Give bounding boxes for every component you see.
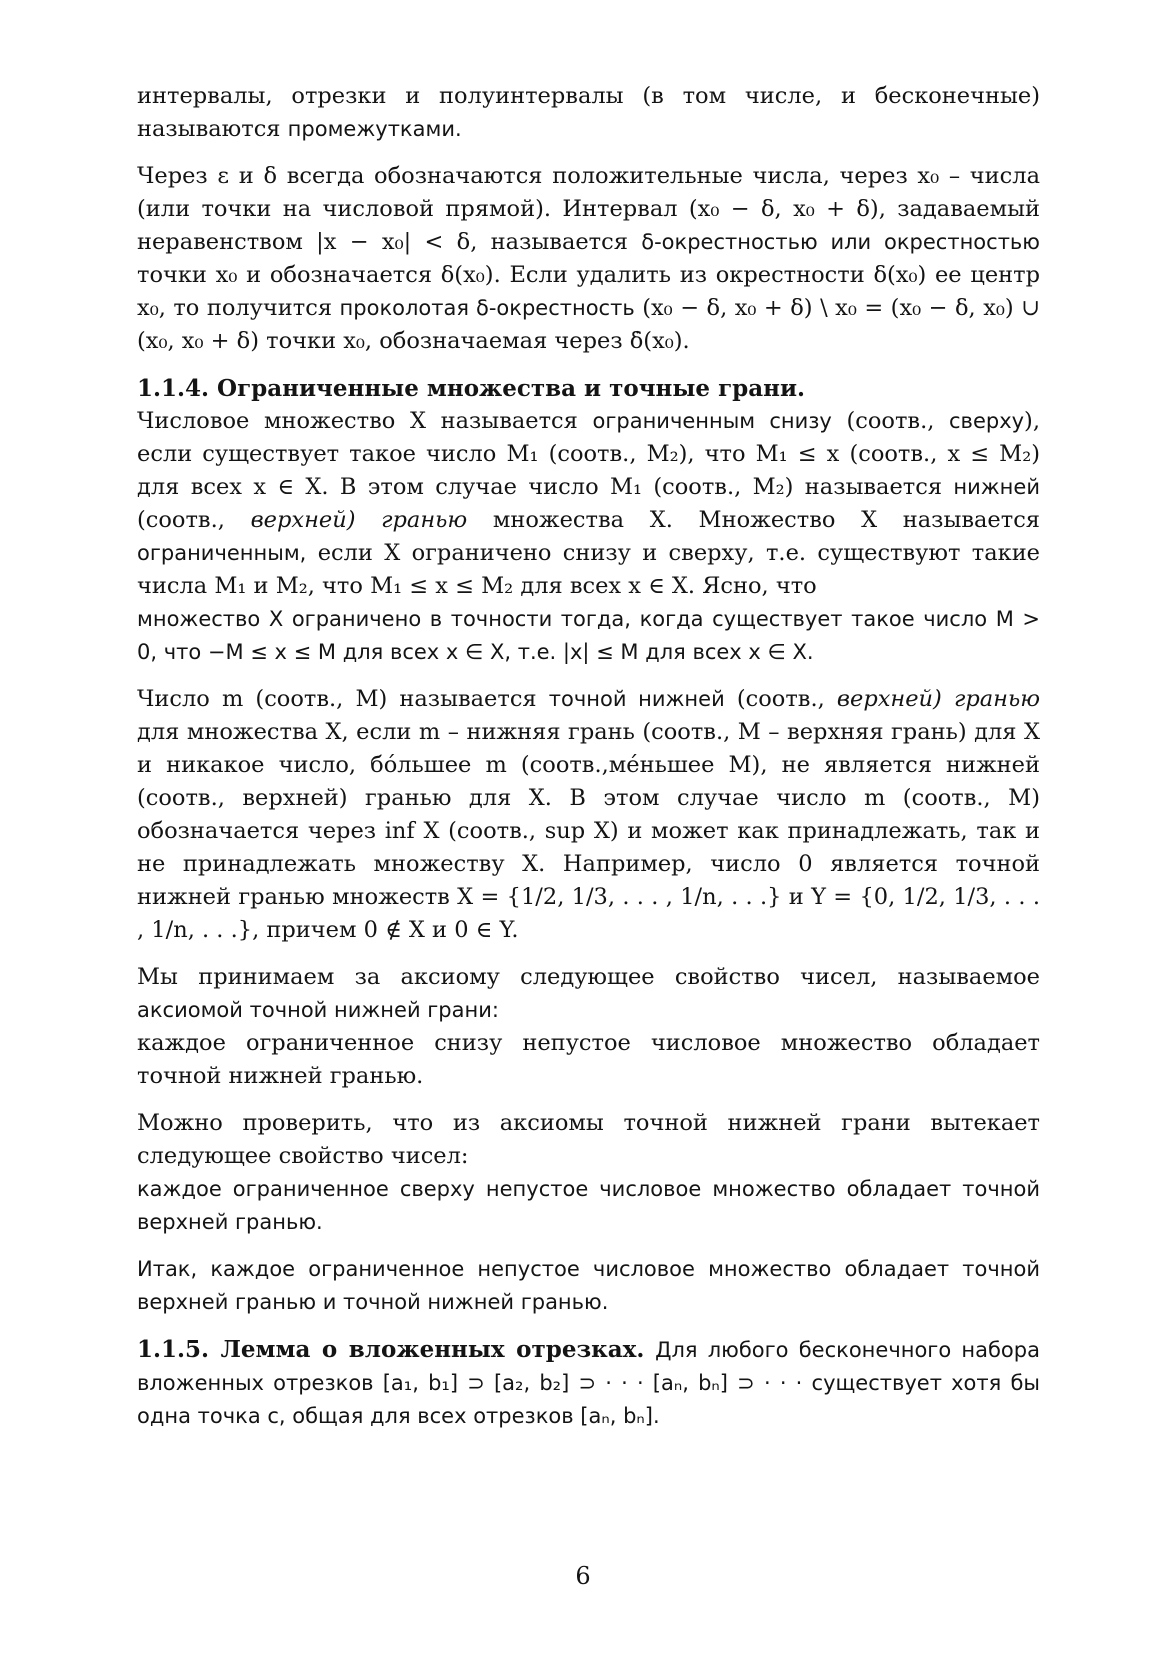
section-115-paragraph	[137, 1333, 1040, 1433]
exact-text-1: Число m (соотв., M) называется	[137, 686, 537, 712]
exact-term-lower: точной нижней	[548, 687, 725, 711]
bounded-term-lower: нижней	[953, 475, 1040, 499]
page-text-body	[137, 80, 1040, 1447]
bounded-sets-paragraph	[137, 405, 1040, 603]
corollary-statement: каждое ограниченное сверху непустое числовое множество обладает точной верхней гранью.	[137, 1177, 1040, 1234]
bounded-text-4: (соотв.,	[137, 507, 225, 533]
exact-bounds-paragraph	[137, 683, 1040, 947]
exact-term-upper: верхней) гранью	[836, 686, 1041, 712]
bounded-term-bounded: ограниченным,	[137, 541, 307, 565]
bounded-statement: множество X ограничено в точности тогда, когда существует такое число M > 0, что −M ≤ x ≤ M для всех x ∈ X, т.е. |x| ≤ M для всех x ∈ X.	[137, 607, 1040, 664]
bounded-term-below: ограниченным снизу	[592, 409, 832, 433]
intro-paragraph	[137, 80, 1040, 146]
summary-paragraph: Итак, каждое ограниченное непустое числовое множество обладает точной верхней гранью и точной нижней гранью.	[137, 1257, 1040, 1314]
bounded-term-upper: верхней) гранью	[250, 507, 468, 533]
bounded-term-above: сверху	[949, 409, 1025, 433]
intro-term: промежутками.	[287, 117, 462, 141]
bounded-text-6: если X ограничено снизу и сверху, т.е. существуют такие числа M₁ и M₂, что M₁ ≤ x ≤ M₂ для всех x ∈ X. Ясно, что	[137, 540, 1040, 599]
section-115-text: Для любого бесконечного набора вложенных отрезков [a₁, b₁] ⊃ [a₂, b₂] ⊃ · · · [aₙ, bₙ] ⊃ · · · существует хотя бы одна точка c, общая для всех отрезков [aₙ, bₙ].	[137, 1338, 1040, 1428]
bounded-text-2: (соотв.,	[846, 408, 935, 434]
neighborhood-text-3: (x₀ − δ, x₀ + δ) \ x₀ = (x₀ − δ, x₀) ∪ (x₀, x₀ + δ) точки x₀, обозначаемая через δ̇(x₀).	[137, 295, 1041, 354]
section-115-heading: 1.1.5. Лемма о вложенных отрезках.	[137, 1336, 645, 1363]
neighborhood-term-1: δ-окрестностью или окрестностью	[641, 230, 1040, 254]
page-number: 6	[575, 1562, 591, 1590]
bounded-text-3: ), если существует такое число M₁ (соотв., M₂), что M₁ ≤ x (соотв., x ≤ M₂) для всех x ∈ X. В этом случае число M₁ (соотв., M₂) называется	[137, 408, 1040, 500]
section-114-heading: 1.1.4. Ограниченные множества и точные грани.	[137, 375, 806, 402]
corollary-paragraph: Можно проверить, что из аксиомы точной нижней грани вытекает следующее свойство чисел:	[137, 1110, 1040, 1169]
neighborhood-text-1: Через ε и δ всегда обозначаются положительные числа, через x₀ – числа (или точки на числовой прямой). Интервал (x₀ − δ, x₀ + δ), задаваемый неравенством |x − x₀| < δ, называется	[137, 163, 1040, 255]
axiom-statement: каждое ограниченное снизу непустое числовое множество обладает точной нижней гранью.	[137, 1030, 1040, 1089]
axiom-text: Мы принимаем за аксиому следующее свойство чисел, называемое	[137, 964, 1040, 990]
bounded-text-1: Числовое множество X называется	[137, 408, 578, 434]
neighborhood-text-2: точки x₀ и обозначается δ(x₀). Если удалить из окрестности δ(x₀) ее центр x₀, то получится	[137, 262, 1040, 321]
axiom-term: аксиомой точной нижней грани:	[137, 998, 499, 1022]
intro-text: интервалы, отрезки и полуинтервалы (в том числе, и бесконечные) называются	[137, 83, 1040, 142]
axiom-paragraph	[137, 961, 1040, 1027]
bounded-text-5: множества X. Множество X называется	[492, 507, 1040, 533]
neighborhood-paragraph	[137, 160, 1040, 358]
exact-text-3: для множества X, если m – нижняя грань (соотв., M – верхняя грань) для X и никакое число, бóльшее m (соотв.,мéньшее M), не является нижней (соотв., верхней) гранью для X. В этом случае число m (соотв., M) обозначается через inf X (соотв., sup X) и может как принадлежать, так и не принадлежать множеству X. Например, число 0 является точной нижней гранью множеств X = {1/2, 1/3, . . . , 1/n, . . .} и Y = {0, 1/2, 1/3, . . . , 1/n, . . .}, причем 0 ∉ X и 0 ∈ Y.	[137, 719, 1040, 943]
exact-text-2: (соотв.,	[736, 686, 825, 712]
neighborhood-term-2: проколотая δ-окрестность	[339, 296, 635, 320]
